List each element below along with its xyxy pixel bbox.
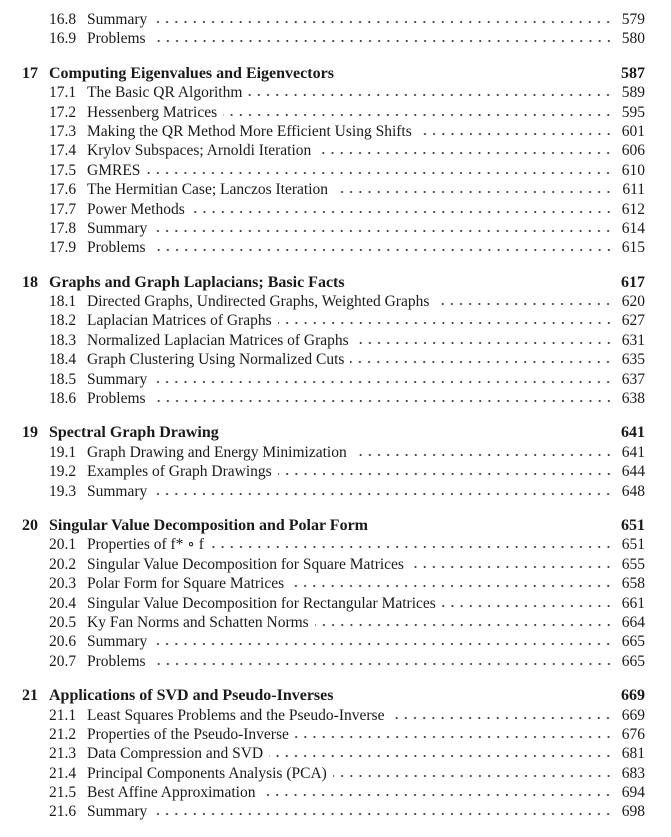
section-page: 694 [621,784,645,802]
dot-leader [152,399,613,403]
section-title: The Hermitian Case; Lanczos Iteration [87,181,329,199]
section-entry[interactable] [0,83,671,102]
section-entry[interactable] [0,219,671,238]
chapter-entry[interactable] [0,423,671,442]
section-entry[interactable] [0,238,671,257]
chapter-title: Spectral Graph Drawing [49,424,219,442]
chapter-number: 19 [22,424,38,442]
section-title: The Basic QR Algorithm [87,84,243,102]
chapter-block [0,10,671,49]
section-page: 635 [621,351,645,369]
section-page: 651 [621,536,645,554]
section-title: Graph Clustering Using Normalized Cuts [87,351,345,369]
section-entry[interactable] [0,180,671,199]
dot-leader [390,716,613,720]
section-number: 16.9 [49,30,77,48]
section-page: 641 [621,443,645,461]
section-title: Least Squares Problems and the Pseudo-Inverse [87,706,385,724]
dot-leader [153,642,613,646]
chapter-number: 20 [22,516,38,534]
chapter-entry[interactable] [0,64,671,83]
section-page: 627 [621,312,645,330]
section-number: 21.3 [49,745,77,763]
section-page: 606 [621,142,645,160]
section-title: Summary [87,11,148,28]
section-number: 18.2 [49,312,77,330]
section-title: Problems [87,390,146,408]
chapter-page: 651 [621,516,645,534]
section-title: Ky Fan Norms and Schatten Norms [87,613,309,631]
section-entry[interactable] [0,29,671,48]
dot-leader [152,39,613,43]
dot-leader [153,492,613,496]
section-number: 18.3 [49,331,77,349]
chapter-block [0,64,671,258]
section-title: Summary [87,803,148,821]
section-entry[interactable] [0,443,671,462]
section-entry[interactable] [0,122,671,141]
dot-leader [350,360,613,364]
dot-leader [152,248,613,252]
dot-leader [442,604,613,608]
section-number: 20.6 [49,633,77,651]
section-entry[interactable] [0,706,671,725]
section-number: 21.6 [49,803,77,821]
chapter-number: 17 [22,64,38,82]
section-number: 16.8 [49,11,77,28]
section-entry[interactable] [0,370,671,389]
section-page: 669 [621,706,645,724]
dot-leader [290,584,613,588]
section-page: 644 [621,463,645,481]
section-entry[interactable] [0,161,671,180]
section-title: Problems [87,30,146,48]
dot-leader [223,113,613,117]
section-title: Properties of the Pseudo-Inverse [87,725,289,743]
section-number: 17.9 [49,239,77,257]
section-title: Graph Drawing and Energy Minimization [87,443,347,461]
section-page: 665 [621,652,645,670]
section-title: Problems [87,652,146,670]
section-number: 21.4 [49,764,77,782]
section-number: 20.2 [49,555,77,573]
section-entry[interactable] [0,632,671,651]
section-entry[interactable] [0,311,671,330]
section-title: GMRES [87,161,141,179]
section-number: 20.4 [49,594,77,612]
section-number: 20.5 [49,613,77,631]
section-page: 637 [621,370,645,388]
section-page: 698 [621,803,645,821]
section-title: Summary [87,370,148,388]
section-title: Polar Form for Square Matrices [87,575,285,593]
chapter-entry[interactable] [0,516,671,535]
dot-leader [410,565,613,569]
section-title: Summary [87,633,148,651]
section-title: Laplacian Matrices of Graphs [87,312,272,330]
section-page: 683 [621,764,645,782]
section-number: 17.1 [49,84,77,102]
section-number: 20.3 [49,575,77,593]
section-number: 21.2 [49,725,77,743]
section-page: 611 [622,181,645,199]
dot-leader [278,321,613,325]
section-title: Problems [87,239,146,257]
section-entry[interactable] [0,462,671,481]
section-page: 579 [621,11,645,28]
section-page: 612 [621,200,645,218]
chapter-number: 21 [22,687,38,705]
section-page: 595 [621,103,645,121]
chapter-block [0,273,671,409]
section-number: 18.1 [49,293,77,311]
section-title: Summary [87,482,148,500]
section-page: 601 [621,122,645,140]
dot-leader [210,545,613,549]
section-title: Properties of f* ∘ f [87,536,204,554]
chapter-title: Applications of SVD and Pseudo-Inverses [49,687,334,705]
section-entry[interactable] [0,103,671,122]
section-entry[interactable] [0,200,671,219]
section-number: 21.5 [49,784,77,802]
section-entry[interactable] [0,802,671,821]
dot-leader [146,171,613,175]
section-number: 21.1 [49,706,77,724]
section-page: 661 [621,594,645,612]
section-entry[interactable] [0,141,671,160]
section-entry[interactable] [0,555,671,574]
section-page: 580 [621,30,645,48]
dot-leader [152,662,613,666]
section-number: 17.6 [49,181,77,199]
chapter-entry[interactable] [0,273,671,292]
section-page: 631 [621,331,645,349]
dot-leader [153,20,613,24]
section-page: 681 [621,745,645,763]
dot-leader [278,472,613,476]
dot-leader [153,812,613,816]
section-number: 19.2 [49,463,77,481]
section-page: 589 [621,84,645,102]
chapter-page: 617 [621,273,645,291]
chapter-title: Computing Eigenvalues and Eigenvectors [49,64,334,82]
chapter-page: 587 [621,64,645,82]
section-title: Summary [87,219,148,237]
section-number: 17.4 [49,142,77,160]
dot-leader [191,210,613,214]
dot-leader [153,229,613,233]
dot-leader [418,132,613,136]
section-page: 648 [621,482,645,500]
section-title: Hessenberg Matrices [87,103,218,121]
section-entry[interactable] [0,10,671,29]
chapter-block [0,686,671,822]
section-entry[interactable] [0,389,671,408]
chapter-page: 669 [621,687,645,705]
section-number: 17.3 [49,122,77,140]
section-number: 19.1 [49,443,77,461]
chapter-number: 18 [22,273,38,291]
section-page: 664 [621,613,645,631]
chapter-title: Singular Value Decomposition and Polar Form [49,516,368,534]
section-number: 19.3 [49,482,77,500]
dot-leader [269,754,613,758]
section-entry[interactable] [0,574,671,593]
section-title: Principal Components Analysis (PCA) [87,764,327,782]
chapter-page: 641 [621,424,645,442]
dot-leader [333,774,613,778]
section-number: 17.7 [49,200,77,218]
section-entry[interactable] [0,482,671,501]
section-title: Data Compression and SVD [87,745,264,763]
section-entry[interactable] [0,350,671,369]
section-entry[interactable] [0,725,671,744]
dot-leader [295,735,613,739]
section-title: Power Methods [87,200,185,218]
chapter-title: Graphs and Graph Laplacians; Basic Facts [49,273,345,291]
dot-leader [248,93,613,97]
section-entry[interactable] [0,652,671,671]
dot-leader [353,453,613,457]
section-title: Making the QR Method More Efficient Using Shifts [87,122,412,140]
dot-leader [334,190,613,194]
section-number: 20.7 [49,652,77,670]
section-number: 17.8 [49,219,77,237]
section-page: 658 [621,575,645,593]
section-number: 18.5 [49,370,77,388]
chapter-entry[interactable] [0,686,671,705]
section-page: 676 [621,725,645,743]
dot-leader [317,151,613,155]
chapter-block [0,516,671,671]
section-number: 18.6 [49,390,77,408]
dot-leader [435,302,613,306]
dot-leader [261,793,613,797]
section-entry[interactable] [0,292,671,311]
section-page: 665 [621,633,645,651]
section-page: 610 [621,161,645,179]
section-number: 18.4 [49,351,77,369]
section-page: 655 [621,555,645,573]
section-number: 17.5 [49,161,77,179]
section-title: Singular Value Decomposition for Square Matrices [87,555,404,573]
section-page: 615 [621,239,645,257]
section-page: 638 [621,390,645,408]
section-number: 17.2 [49,103,77,121]
section-number: 20.1 [49,536,77,554]
section-entry[interactable] [0,783,671,802]
dot-leader [315,623,613,627]
section-title: Singular Value Decomposition for Rectangular Matrices [87,594,436,612]
section-entry[interactable] [0,535,671,554]
section-page: 620 [621,293,645,311]
section-entry[interactable] [0,594,671,613]
section-title: Krylov Subspaces; Arnoldi Iteration [87,142,312,160]
dot-leader [153,380,613,384]
dot-leader [355,341,613,345]
chapter-block [0,423,671,501]
section-entry[interactable] [0,613,671,632]
section-page: 614 [621,219,645,237]
section-title: Directed Graphs, Undirected Graphs, Weighted Graphs [87,293,430,311]
section-entry[interactable] [0,764,671,783]
section-title: Examples of Graph Drawings [87,463,272,481]
section-title: Normalized Laplacian Matrices of Graphs [87,331,349,349]
section-entry[interactable] [0,331,671,350]
section-entry[interactable] [0,744,671,763]
section-title: Best Affine Approximation [87,784,256,802]
